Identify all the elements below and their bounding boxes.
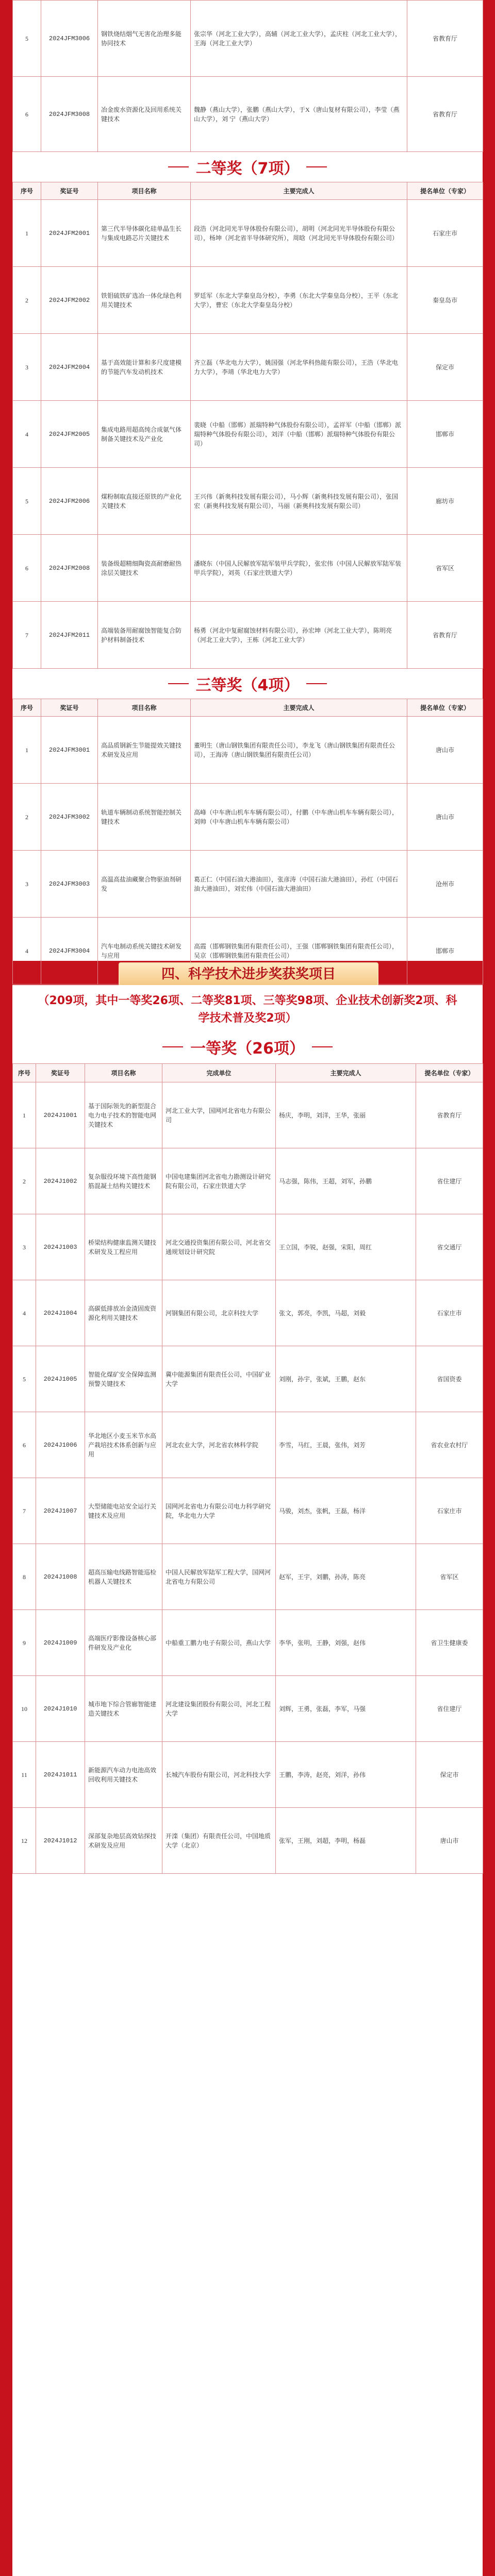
table-row: 5 2024J1005 智能化煤矿安全保障监测预警关键技术 冀中能源集团有限责任公司，中国矿业大学 刘刚，孙宇，张斌，王鹏，赵东 省国资委 [13, 1346, 483, 1412]
table-row: 11 2024J1011 新能源汽车动力电池高效回收利用关键技术 长城汽车股份有限公司，河北科技大学 王鹏，李涛，赵亮，刘洋，孙伟 保定市 [13, 1742, 483, 1808]
science-progress-section [12, 985, 483, 2576]
award-summary: （209项，其中一等奖26项、二等奖81项、三等奖98项、企业技术创新奖2项、科学技术普及奖2项） [38, 994, 457, 1025]
third-prize-heading: 三等奖（4项） [12, 669, 483, 699]
table-row: 7 2024JFM2011 高端装备用耐腐蚀智能复合防护材料制备技术 杨勇（河北中复耐腐蚀材料有限公司），孙宏坤（河北工业大学），陈明亮（河北工业大学），王栋（河北工业大学） 省教育厅 [13, 602, 483, 669]
first-prize-table [12, 1063, 483, 1874]
second-prize-heading: 二等奖（7项） [12, 152, 483, 182]
table-row: 2 2024JFM3002 轨道车辆制动系统智能控制关键技术 高峰（中车唐山机车车辆有限公司），付鹏（中车唐山机车车辆有限公司），刘帅（中车唐山机车车辆有限公司） 唐山市 [13, 784, 483, 851]
table-row: 10 2024J1010 城市地下综合管廊智能建造关键技术 河北建设集团股份有限公司，河北工程大学 刘辉，王勇，张磊，李军，马强 省住建厅 [13, 1676, 483, 1742]
table-row: 3 2024JFM3003 高温高盐油藏聚合物驱油剂研发 葛正仁（中国石油大港油田），张彦涛（中国石油大港油田），孙红（中国石油大港油田），刘宏伟（中国石油大港油田） 沧州市 [13, 851, 483, 918]
table-row: 3 2024JFM2004 基于高效能计算和多尺度建模的节能汽车发动机技术 齐立磊（华北电力大学），姚国强（河北华科热能有限公司），王浩（华北电力大学），李靖（华北电力大学） 保定市 [13, 334, 483, 401]
table-row: 8 2024J1008 超高压输电线路智能巡检机器人关键技术 中国人民解放军陆军工程大学，国网河北省电力有限公司 赵军，王宇，刘鹏，孙涛，陈亮 省军区 [13, 1544, 483, 1610]
progress-award-banner: 四、科学技术进步奖获奖项目 [119, 962, 378, 986]
second-prize-table [12, 182, 483, 669]
prior-award-table [12, 0, 483, 152]
table-row: 12 2024J1012 深部复杂地层高效钻探技术研发及应用 开滦（集团）有限责任公司，中国地质大学（北京） 张军，王刚，刘超，李明，杨磊 唐山市 [13, 1808, 483, 1874]
table-row: 1 2024J1001 基于国际领先的新型混合电力电子技术的智能电网关键技术 河北工业大学，国网河北省电力有限公司 杨庆，李明，刘洋，王华，张丽 省教育厅 [13, 1082, 483, 1148]
table-row: 9 2024J1009 高端医疗影像设备核心部件研发及产业化 中船重工鹏力电子有限公司，燕山大学 李华，张明，王静，刘强，赵伟 省卫生健康委 [13, 1610, 483, 1676]
third-prize-table [12, 699, 483, 985]
table-header-row: 序号 奖证号 项目名称 主要完成人 提名单位（专家） [13, 182, 483, 200]
table-row: 4 2024JFM2005 集成电路用超高纯合成氨气体制备关键技术及产业化 裴晓（中船（邯郸）派瑞特种气体股份有限公司），孟祥军（中船（邯郸）派瑞特种气体股份有限公司），刘洋（中船（邯郸）派瑞特种气体股份有限公司） 邯郸市 [13, 401, 483, 468]
table-row: 3 2024J1003 桥梁结构健康监测关键技术研发及工程应用 河北交通投资集团有限公司，河北省交通规划设计研究院 王立国，李锐，赵强，宋阳，周红 省交通厅 [13, 1214, 483, 1280]
first-prize-heading: 一等奖（26项） [12, 1030, 483, 1063]
table-row: 6 2024JFM2008 装备级超精细陶瓷高耐磨耐热涂层关键技术 潘晓东（中国人民解放军陆军装甲兵学院），张宏伟（中国人民解放军陆军装甲兵学院），刘英（石家庄铁道大学） 省军区 [13, 535, 483, 602]
table-row: 4 2024J1004 高碳低排放冶金渣固废资源化利用关键技术 河钢集团有限公司，北京科技大学 张文，郭亮，李凯，马超，刘毅 石家庄市 [13, 1280, 483, 1346]
table-header-row: 序号 奖证号 项目名称 完成单位 主要完成人 提名单位（专家） [13, 1064, 483, 1082]
table-header-row: 序号 奖证号 项目名称 主要完成人 提名单位（专家） [13, 699, 483, 717]
table-row: 4 2024JFM3004 汽车电制动系统关键技术研发与应用 高霞（邯郸钢铁集团有限责任公司），王强（邯郸钢铁集团有限责任公司），吴京（邯郸钢铁集团有限责任公司） 邯郸市 [13, 918, 483, 985]
table-row: 7 2024J1007 大型储能电站安全运行关键技术及应用 国网河北省电力有限公司电力科学研究院，华北电力大学 马骏，刘杰，张帆，王磊，杨洋 石家庄市 [13, 1478, 483, 1544]
table-row: 2 2024J1002 复杂服役环境下高性能钢筋混凝土结构关键技术 中国电建集团河北省电力勘测设计研究院有限公司，石家庄铁道大学 马志强，陈伟，王超，刘军，孙鹏 省住建厅 [13, 1148, 483, 1214]
table-row: 2 2024JFM2002 铁钼硫铁矿选冶一体化绿色利用关键技术 罗廷军（东北大学秦皇岛分校），李勇（东北大学秦皇岛分校），王平（东北大学），曹宏（东北大学秦皇岛分校） 秦皇岛市 [13, 267, 483, 334]
table-row: 6 2024JFM3008 冶金废水资源化及回用系统关键技术 魏静（燕山大学），张鹏（燕山大学），于X（唐山复材有限公司），李莹（燕山大学），刘 宁（燕山大学） 省教育厅 [13, 77, 483, 152]
technology-invention-section [12, 0, 483, 961]
table-row: 1 2024JFM2001 第三代半导体碳化硅单晶生长与集成电路芯片关键技术 段浩（河北同光半导体股份有限公司），胡明（河北同光半导体股份有限公司），杨坤（河北省半导体研究所），周晗（河北同光半导体股份有限公司） 石家庄市 [13, 200, 483, 267]
table-row: 5 2024JFM2006 煤粉制取直接还原铁的产业化关键技术 王兴伟（新奥科技发展有限公司），马小辉（新奥科技发展有限公司），张国宏（新奥科技发展有限公司），马丽（新奥科技发展有限公司） 廊坊市 [13, 468, 483, 535]
table-row: 1 2024JFM3001 高品质钢新生节能提效关键技术研发及应用 董明生（唐山钢铁集团有限责任公司），李龙飞（唐山钢铁集团有限责任公司），王海涛（唐山钢铁集团有限责任公司） 唐山市 [13, 717, 483, 784]
table-row: 5 2024JFM3006 钢铁烧结烟气无害化治理多能协同技术 张宗华（河北工业大学），高辅（河北工业大学），孟庆柱（河北工业大学），王海（河北工业大学） 省教育厅 [13, 1, 483, 77]
table-row: 6 2024J1006 华北地区小麦玉米节水高产栽培技术体系创新与应用 河北农业大学，河北省农林科学院 李雪，马红，王晨，张伟，刘芳 省农业农村厅 [13, 1412, 483, 1478]
